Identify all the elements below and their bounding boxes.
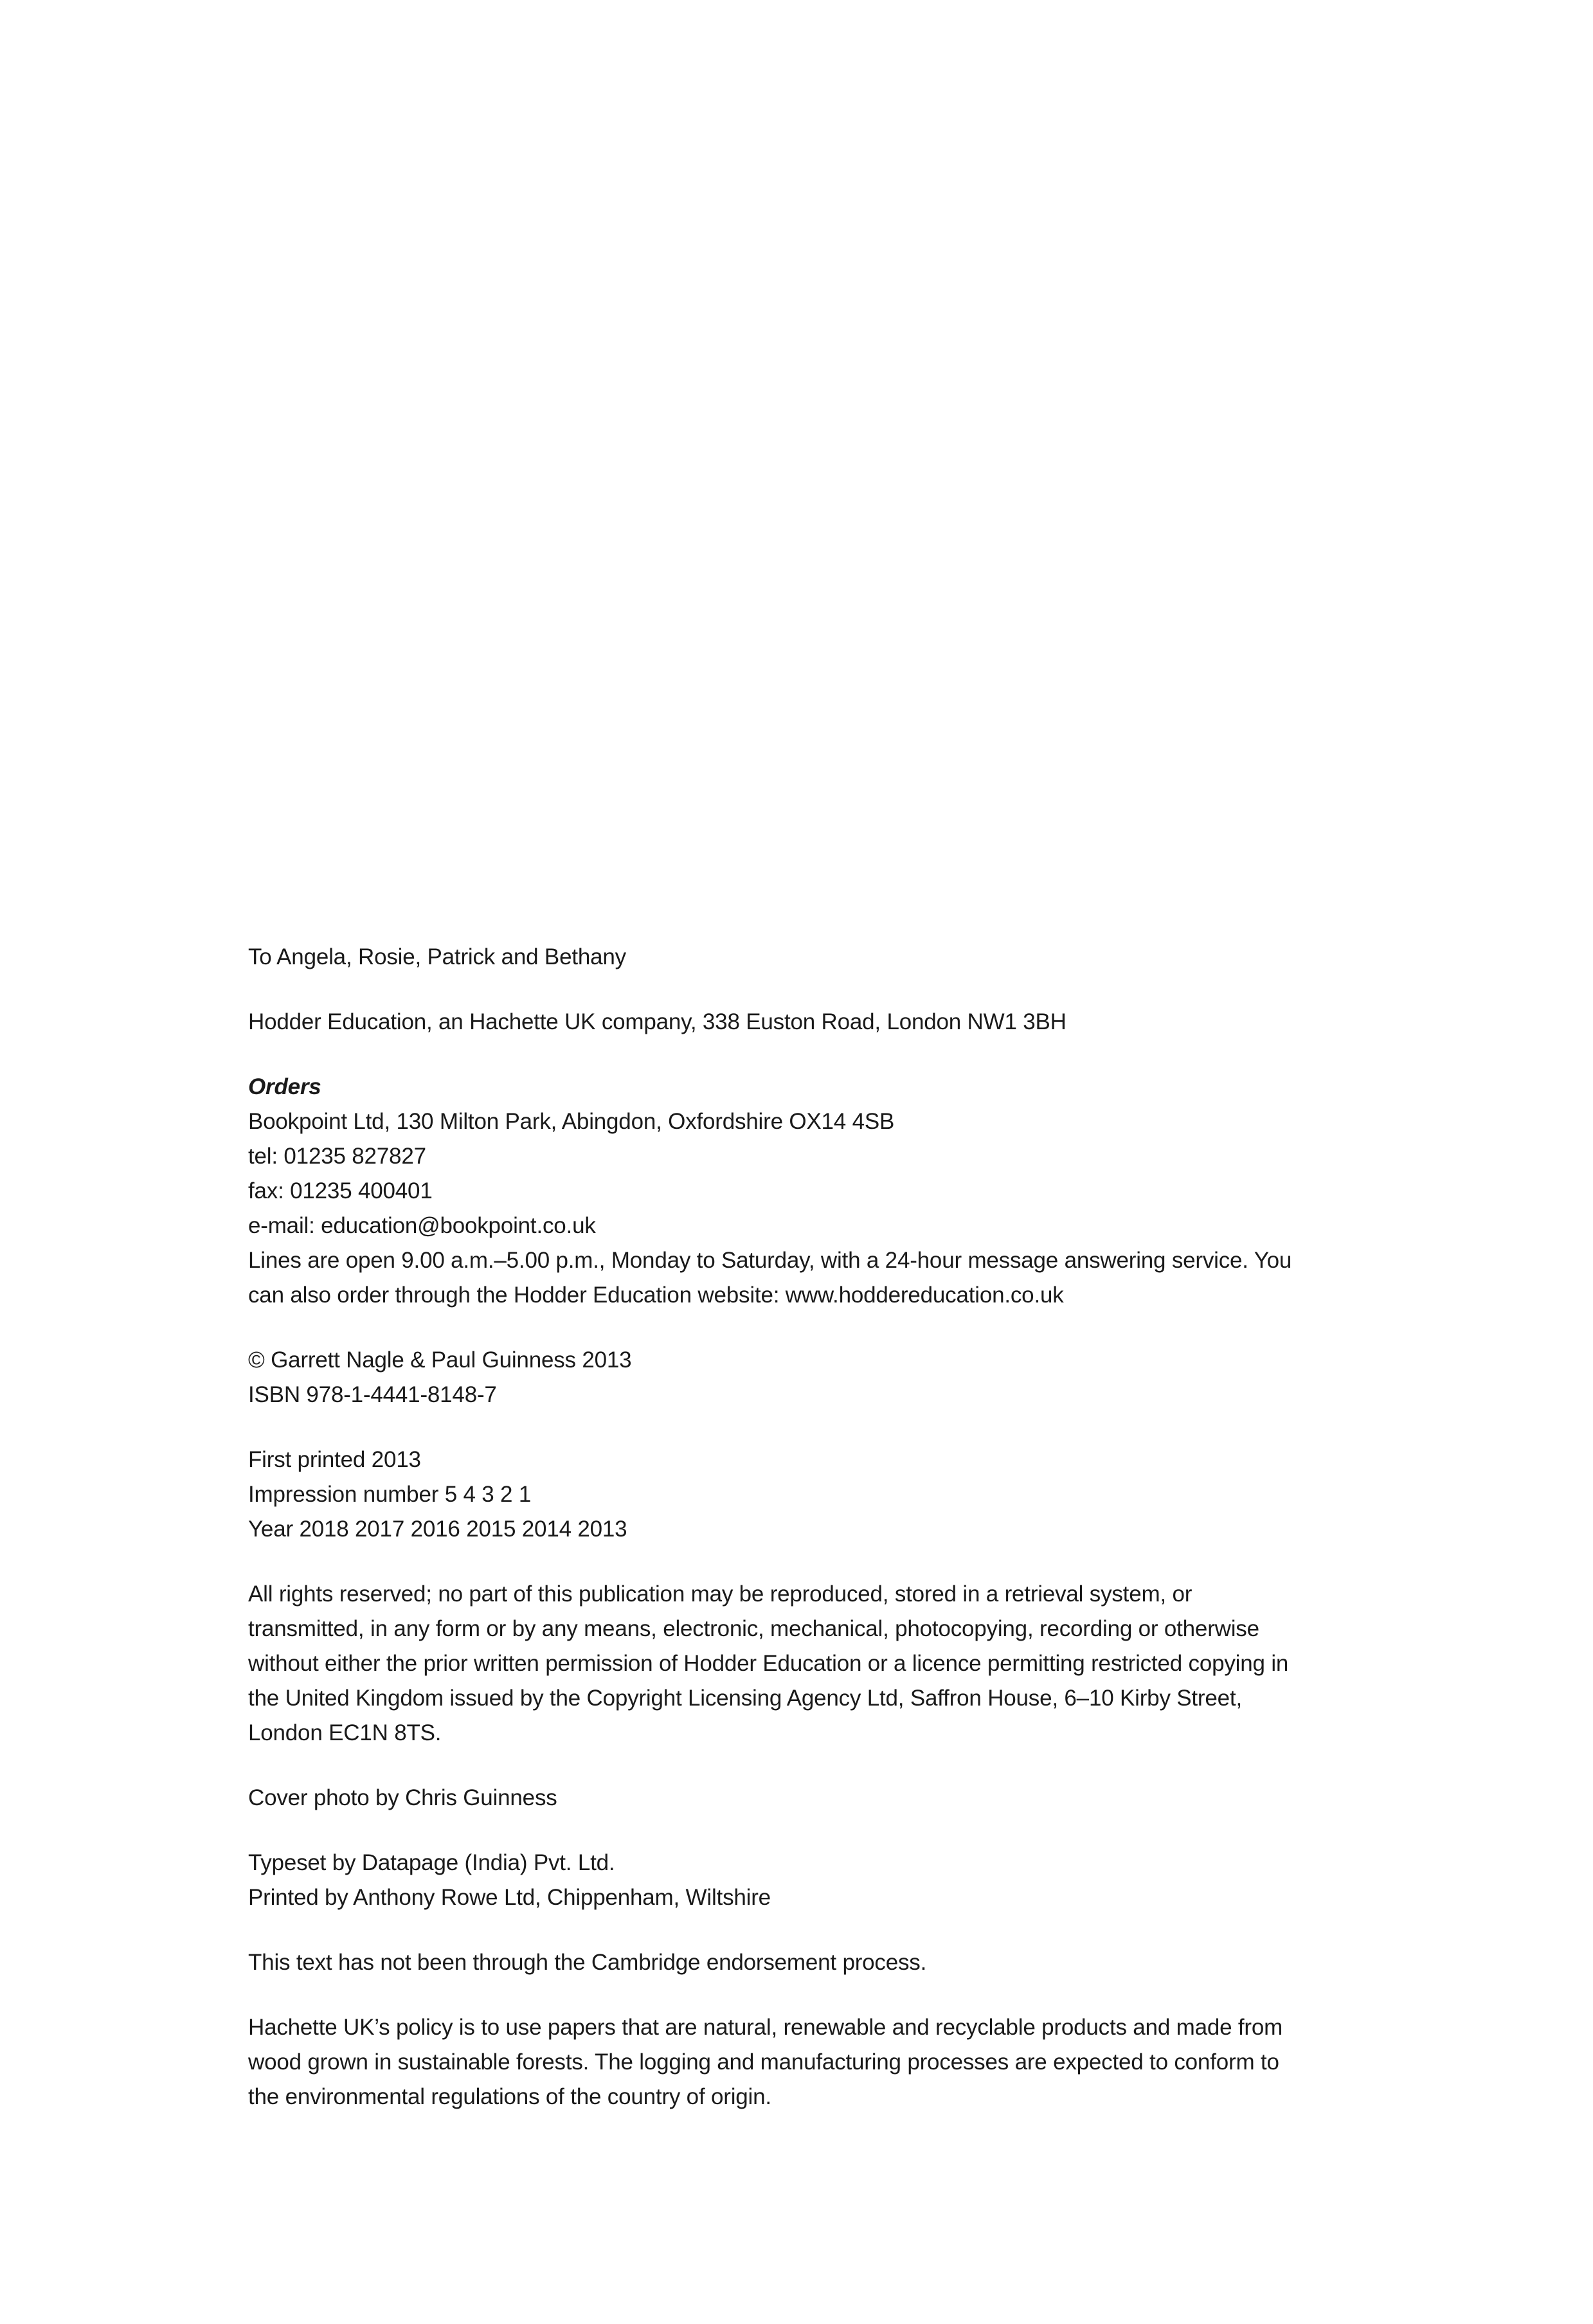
- orders-email: e-mail: education@bookpoint.co.uk: [248, 1213, 596, 1238]
- printing-block: [248, 1443, 1302, 1547]
- publisher-line: Hodder Education, an Hachette UK company, 338 Euston Road, London NW1 3BH: [248, 1009, 1066, 1034]
- dedication-block: [248, 940, 1302, 975]
- rights-block: [248, 1577, 1302, 1751]
- orders-hours: Lines are open 9.00 a.m.–5.00 p.m., Monday to Saturday, with a 24-hour message answering service. You can also order through the Hodder Education website: www.hoddereducation.co.uk: [248, 1248, 1292, 1308]
- print-years: Year 2018 2017 2016 2015 2014 2013: [248, 1517, 627, 1542]
- dedication: To Angela, Rosie, Patrick and Bethany: [248, 944, 626, 969]
- production-block: [248, 1846, 1302, 1915]
- endorsement-notice: This text has not been through the Cambridge endorsement process.: [248, 1950, 927, 1975]
- publisher-block: [248, 1005, 1302, 1040]
- printer-credit: Printed by Anthony Rowe Ltd, Chippenham, Wiltshire: [248, 1885, 771, 1910]
- first-printed: First printed 2013: [248, 1447, 421, 1472]
- copyright-block: [248, 1343, 1302, 1412]
- typeset-credit: Typeset by Datapage (India) Pvt. Ltd.: [248, 1850, 615, 1875]
- paper-policy: Hachette UK’s policy is to use papers that are natural, renewable and recyclable products and made from wood grown in sustainable forests. The logging and manufacturing processes are expected to conform to the environmental regulations of the country of origin.: [248, 2015, 1283, 2109]
- orders-fax: fax: 01235 400401: [248, 1178, 433, 1203]
- rights-statement: All rights reserved; no part of this publication may be reproduced, stored in a retrieval system, or transmitted, in any form or by any means, electronic, mechanical, photocopying, recording or otherwise without either the prior written permission of Hodder Education or a licence permitting restricted copying in the United Kingdom issued by the Copyright Licensing Agency Ltd, Saffron House, 6–10 Kirby Street, London EC1N 8TS.: [248, 1581, 1289, 1745]
- copyright-notice: © Garrett Nagle & Paul Guinness 2013: [248, 1347, 632, 1373]
- orders-heading: Orders: [248, 1074, 321, 1099]
- orders-address: Bookpoint Ltd, 130 Milton Park, Abingdon, Oxfordshire OX14 4SB: [248, 1109, 895, 1134]
- policy-block: [248, 2010, 1302, 2114]
- impression-number: Impression number 5 4 3 2 1: [248, 1482, 532, 1507]
- isbn: ISBN 978-1-4441-8148-7: [248, 1382, 497, 1407]
- endorsement-block: [248, 1945, 1302, 1980]
- orders-block: [248, 1070, 1302, 1313]
- orders-tel: tel: 01235 827827: [248, 1144, 426, 1169]
- cover-photo-block: [248, 1781, 1302, 1815]
- cover-photo-credit: Cover photo by Chris Guinness: [248, 1785, 557, 1810]
- imprint-page: [248, 940, 1302, 2114]
